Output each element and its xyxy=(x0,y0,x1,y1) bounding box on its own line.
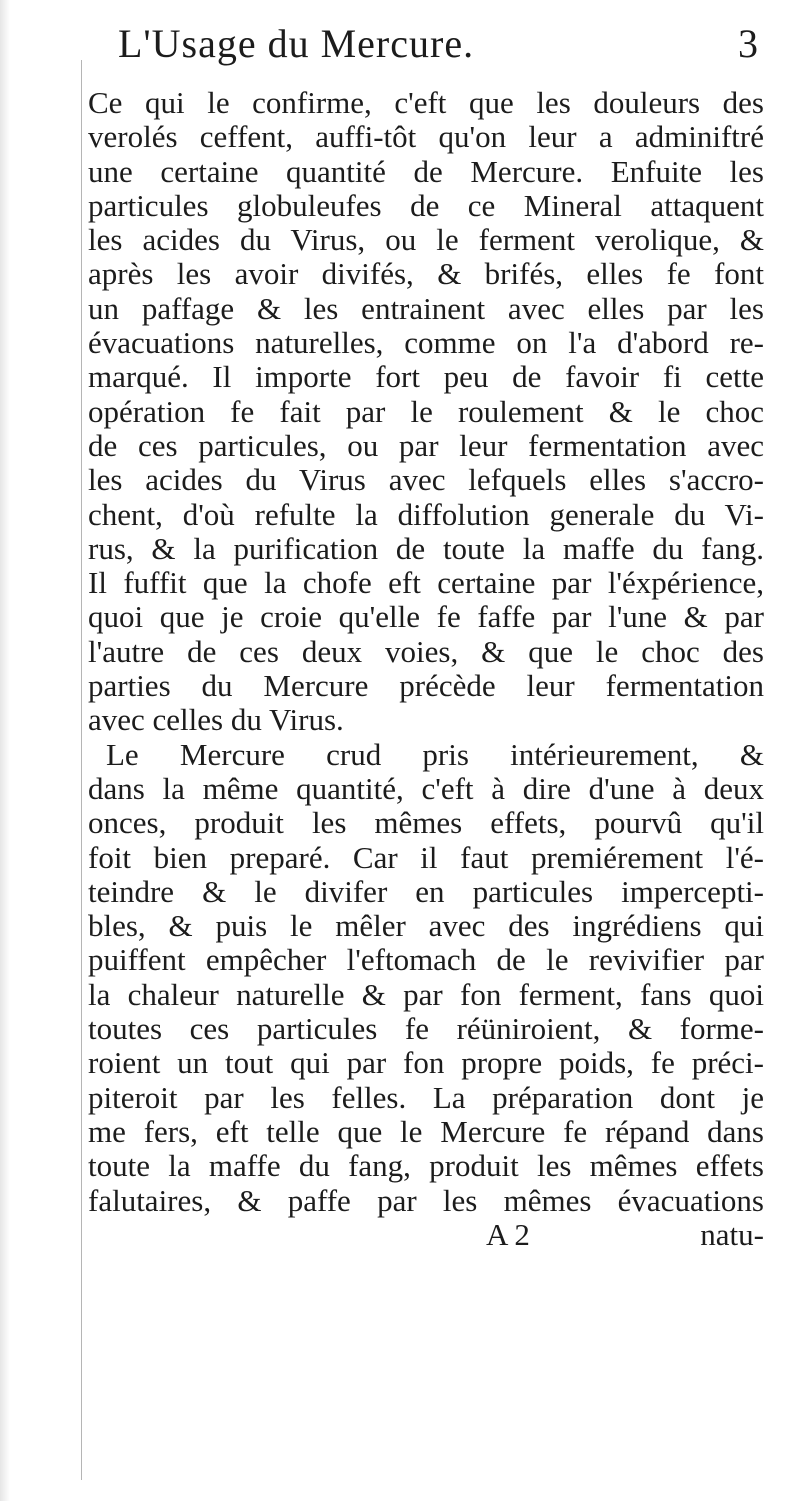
running-title: L'Usage du Mercure. xyxy=(118,21,475,66)
text-line: Il fuffit que la chofe eft certaine par l'éxpérience, xyxy=(88,565,764,601)
text-line: dans la même quantité, c'eft à dire d'une à deux xyxy=(88,770,764,806)
page-edge-shadow xyxy=(0,0,10,1501)
text-line: quoi que je croie qu'elle fe faffe par l'une & par xyxy=(88,599,764,635)
signature-mark: A 2 xyxy=(486,1216,530,1252)
text-line: la chaleur naturelle & par fon ferment, fans quoi xyxy=(88,976,764,1012)
text-line: après les avoir divifés, & brifés, elles fe font xyxy=(88,256,764,292)
text-line: l'autre de ces deux voies, & que le choc des xyxy=(88,633,764,669)
text-line: chent, d'où refulte la diffolution generale du Vi- xyxy=(88,496,764,532)
text-line: puiffent empêcher l'eftomach de le revivifier par xyxy=(88,942,764,978)
text-line: opération fe fait par le roulement & le choc xyxy=(88,393,764,429)
text-line: Ce qui le confirme, c'eft que les douleurs des xyxy=(88,85,764,120)
catchword: natu- xyxy=(700,1216,764,1252)
page-number: 3 xyxy=(738,21,758,66)
text-line: teindre & le divifer en particules impercepti- xyxy=(88,873,764,909)
text-line: les acides du Virus avec lefquels elles s'accro- xyxy=(88,462,764,498)
text-line: roient un tout qui par fon propre poids, fe préci- xyxy=(88,1045,764,1081)
text-line: Le Mercure crud pris intérieurement, & xyxy=(106,736,764,772)
text-line: de ces particules, ou par leur fermentation avec xyxy=(88,427,764,463)
running-head xyxy=(88,18,788,70)
text-line: les acides du Virus, ou le ferment verolique, & xyxy=(88,222,764,258)
text-line: évacuations naturelles, comme on l'a d'abord re- xyxy=(88,325,764,361)
text-line: foit bien preparé. Car il faut premiérement l'é- xyxy=(88,839,764,875)
text-line: verolés ceffent, auffi-tôt qu'on leur a adminiftré xyxy=(88,119,764,155)
text-line: toutes ces particules fe réüniroient, & forme- xyxy=(88,1011,764,1047)
text-line: piteroit par les felles. La préparation dont je xyxy=(88,1079,764,1115)
text-line: rus, & la purification de toute la maffe du fang. xyxy=(88,530,764,566)
text-line: avec celles du Virus. xyxy=(88,702,344,738)
text-line: bles, & puis le mêler avec des ingrédiens qui xyxy=(88,908,764,944)
text-line: marqué. Il importe fort peu de favoir fi cette xyxy=(88,359,764,395)
text-line: me fers, eft telle que le Mercure fe répand dans xyxy=(88,1113,764,1149)
gutter-line xyxy=(81,60,82,1480)
text-line: toute la maffe du fang, produit les mêmes effets xyxy=(88,1148,764,1184)
text-line: falutaires, & paffe par les mêmes évacuations xyxy=(88,1182,764,1218)
text-line: un paffage & les entrainent avec elles par les xyxy=(88,290,764,326)
text-line: particules globuleufes de ce Mineral attaquent xyxy=(88,187,764,223)
text-line: onces, produit les mêmes effets, pourvû qu'il xyxy=(88,805,764,841)
signature-line xyxy=(88,1218,764,1252)
body-text xyxy=(88,86,764,1252)
text-line: une certaine quantité de Mercure. Enfuite les xyxy=(88,153,764,189)
text-line: parties du Mercure précède leur fermentation xyxy=(88,668,764,704)
